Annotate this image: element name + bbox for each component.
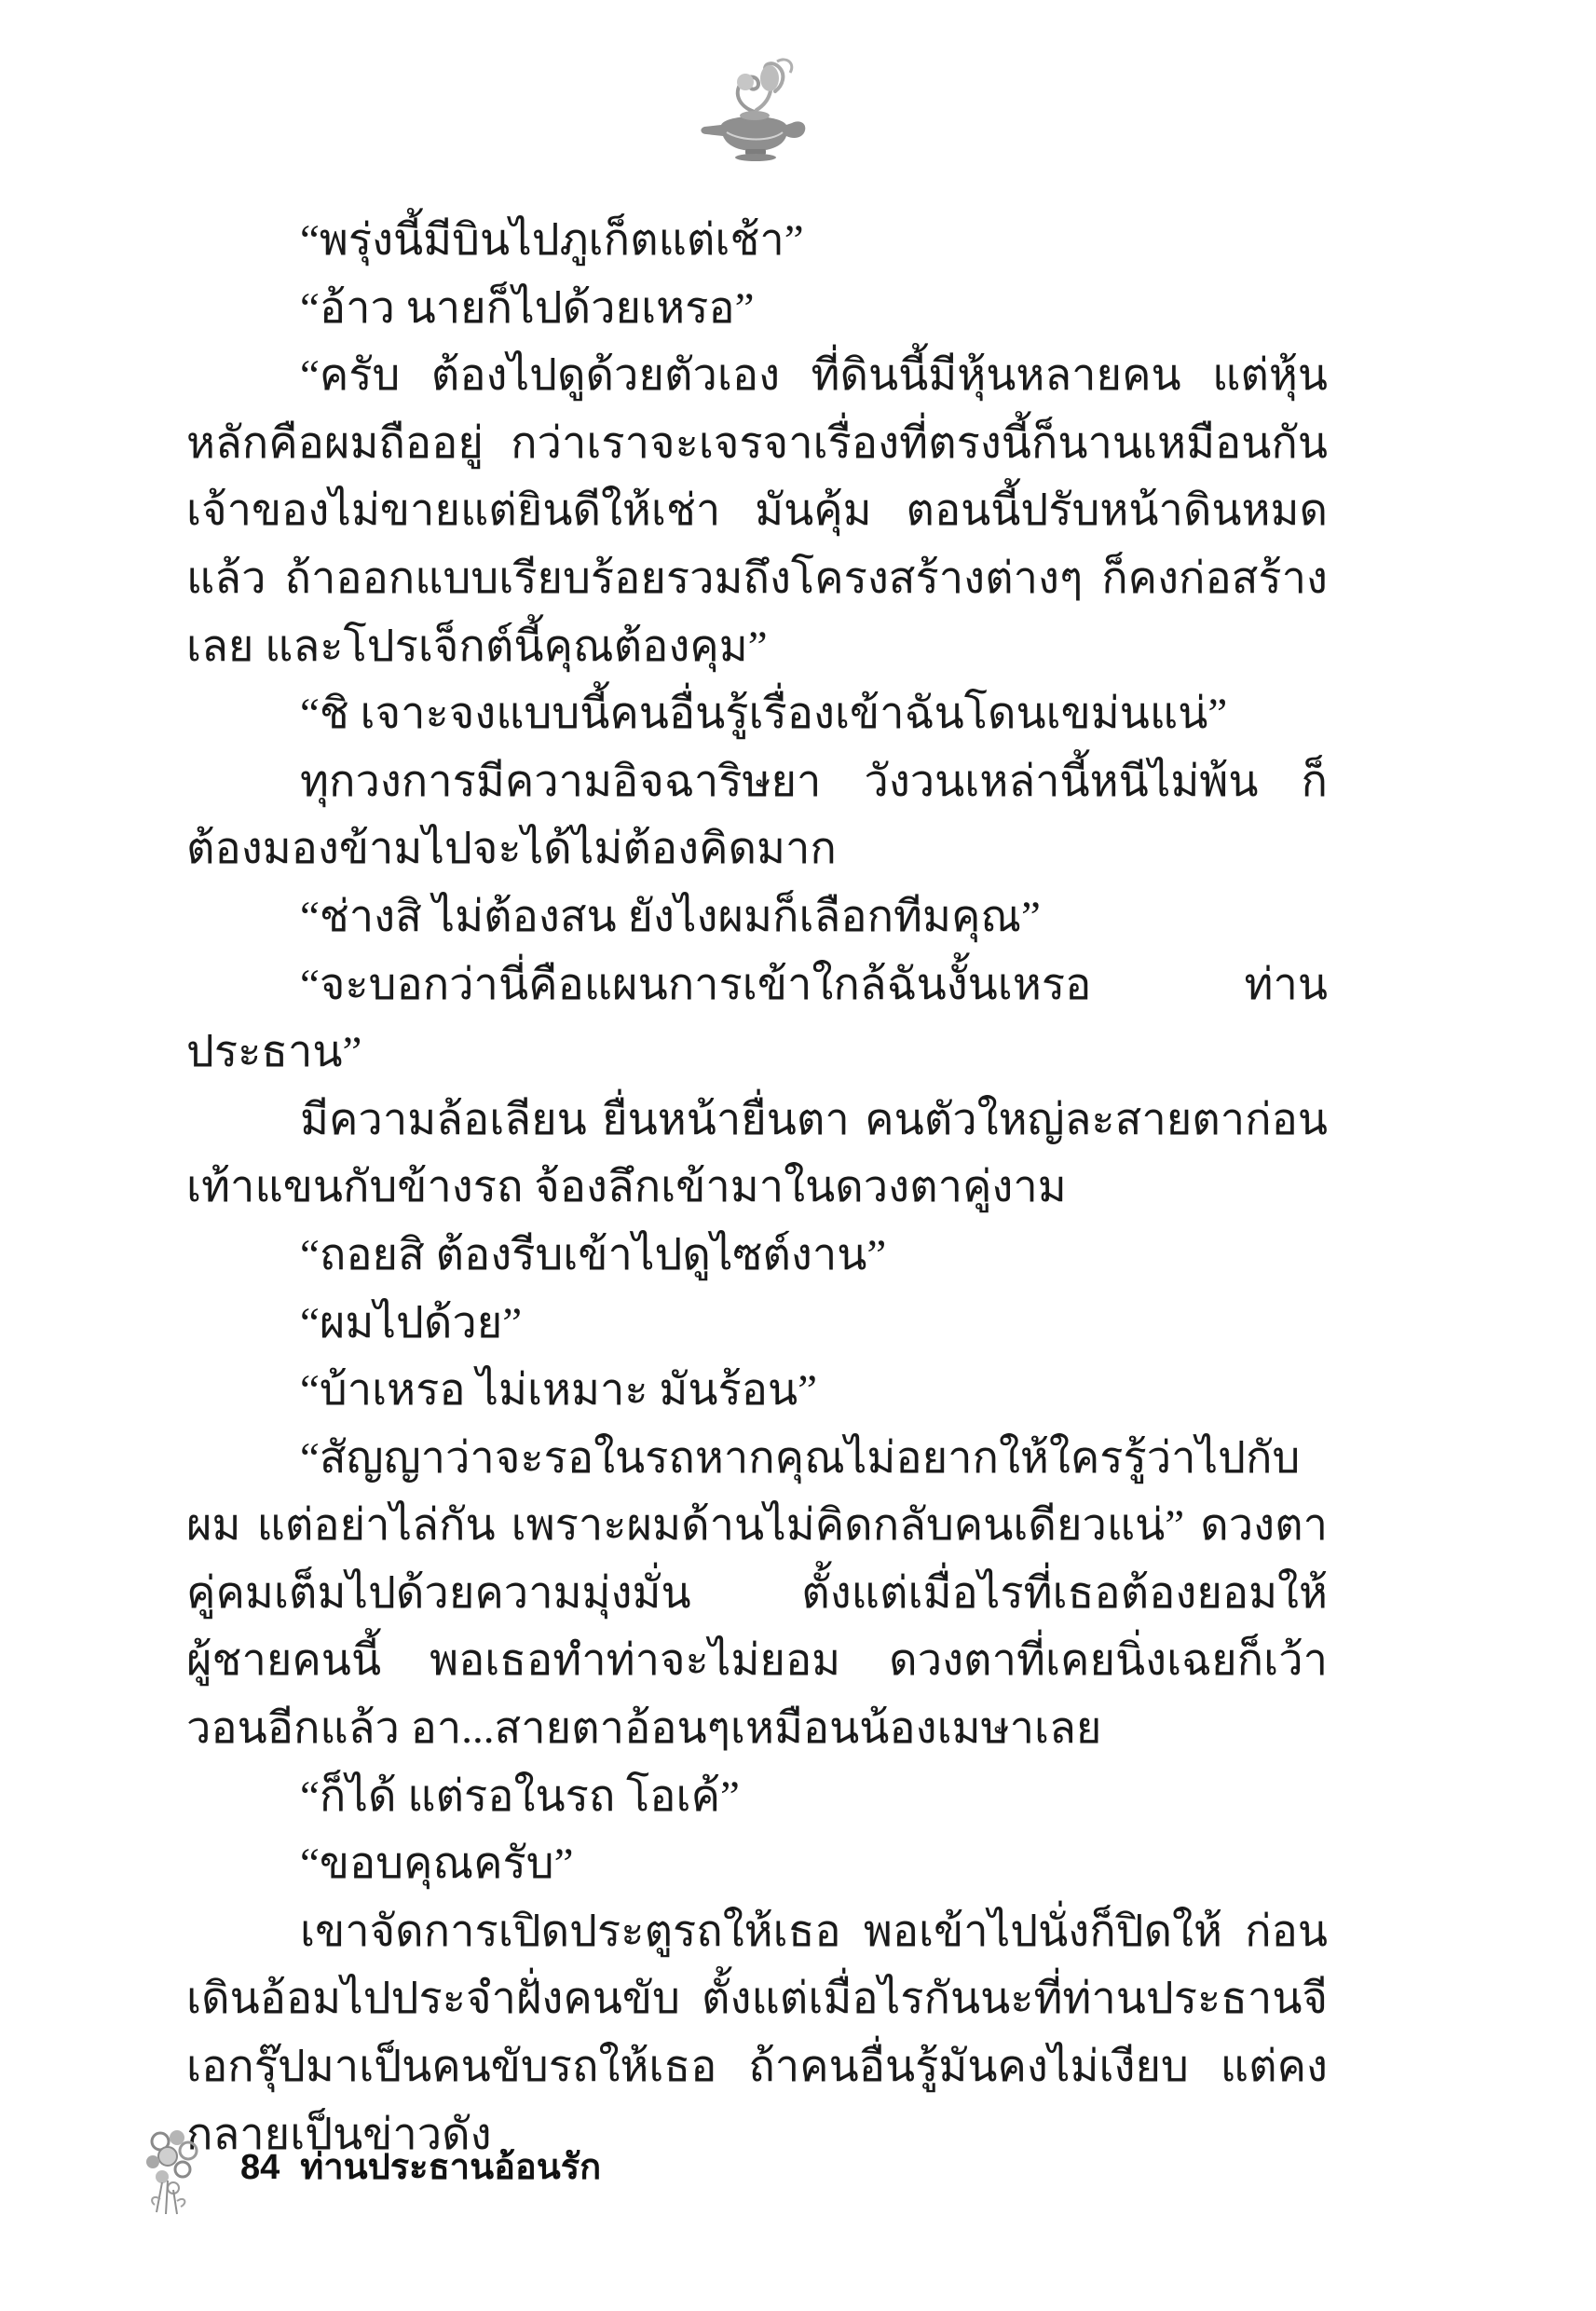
paragraph: “ก็ได้ แต่รอในรถ โอเค้” [300,1771,740,1821]
paragraph: “ชิ เจาะจงแบบนี้คนอื่นรู้เรื่องเข้าฉันโดนเขม่นแน่” [300,690,1228,739]
flower-bouquet-icon [140,2125,205,2218]
footer-text [240,2145,601,2190]
paragraph: เขาจัดการเปิดประตูรถให้เธอ พอเข้าไปนั่งก็ปิดให้ ก่อนเดินอ้อมไปประจำฝั่งคนขับ ตั้งแต่เมื่อไรกันนะที่ท่านประธานจีเอกรุ๊ปมาเป็นคนขับรถให้เธอ ถ้าคนอื่นรู้มันคงไม่เงียบ แต่คงกลายเป็นข่าวดัง [186,1907,1328,2159]
paragraph: “ช่างสิ ไม่ต้องสน ยังไงผมก็เลือกทีมคุณ” [300,892,1041,941]
paragraph: “ขอบคุณครับ” [300,1839,574,1889]
paragraph: “พรุ่งนี้มีบินไปภูเก็ตแต่เช้า” [300,216,804,265]
page-number: 84 [240,2148,280,2187]
paragraph: “สัญญาว่าจะรอในรถหากคุณไม่อยากให้ใครรู้ว่าไปกับผม แต่อย่าไล่กัน เพราะผมด้านไม่คิดกลับคนเดียวแน่” ดวงตาคู่คมเต็มไปด้วยความมุ่งมั่น ตั้งแต่เมื่อไรที่เธอต้องยอมให้ผู้ชายคนนี้ พอเธอทำท่าจะไม่ยอม ดวงตาที่เคยนิ่งเฉยก็เว้าวอนอีกแล้ว อา...สายตาอ้อนๆเหมือนน้องเมษาเลย [186,1433,1328,1754]
paragraph: “ผมไปด้วย” [300,1298,523,1347]
paragraph: “ถอยสิ ต้องรีบเข้าไปดูไซต์งาน” [300,1230,887,1279]
page-footer [140,2125,699,2218]
paragraph: “อ้าว นายก็ไปด้วยเหรอ” [300,283,755,333]
paragraph: “ครับ ต้องไปดูด้วยตัวเอง ที่ดินนี้มีหุ้นหลายคน แต่หุ้นหลักคือผมถืออยู่ กว่าเราจะเจรจาเรื่องที่ตรงนี้ก็นานเหมือนกัน เจ้าของไม่ขายแต่ยินดีให้เช่า มันคุ้ม ตอนนี้ปรับหน้าดินหมดแล้ว ถ้าออกแบบเรียบร้อยรวมถึงโครงสร้างต่างๆ ก็คงก่อสร้างเลย และโปรเจ็กต์นี้คุณต้องคุม” [186,351,1328,671]
book-title: ท่านประธานอ้อนรัก [300,2148,602,2187]
paragraph: ทุกวงการมีความอิจฉาริษยา วังวนเหล่านี้หนีไม่พ้น ก็ต้องมองข้ามไปจะได้ไม่ต้องคิดมาก [186,757,1328,874]
body-text [186,207,1328,2168]
paragraph: มีความล้อเลียน ยื่นหน้ายื่นตา คนตัวใหญ่ละสายตาก่อนเท้าแขนกับข้างรถ จ้องลึกเข้ามาในดวงตาคู่งาม [186,1095,1328,1212]
paragraph: “บ้าเหรอ ไม่เหมาะ มันร้อน” [300,1366,817,1415]
genie-lamp-ornament-icon [689,54,820,166]
paragraph: “จะบอกว่านี่คือแผนการเข้าใกล้ฉันงั้นเหรอ ท่านประธาน” [186,960,1328,1077]
